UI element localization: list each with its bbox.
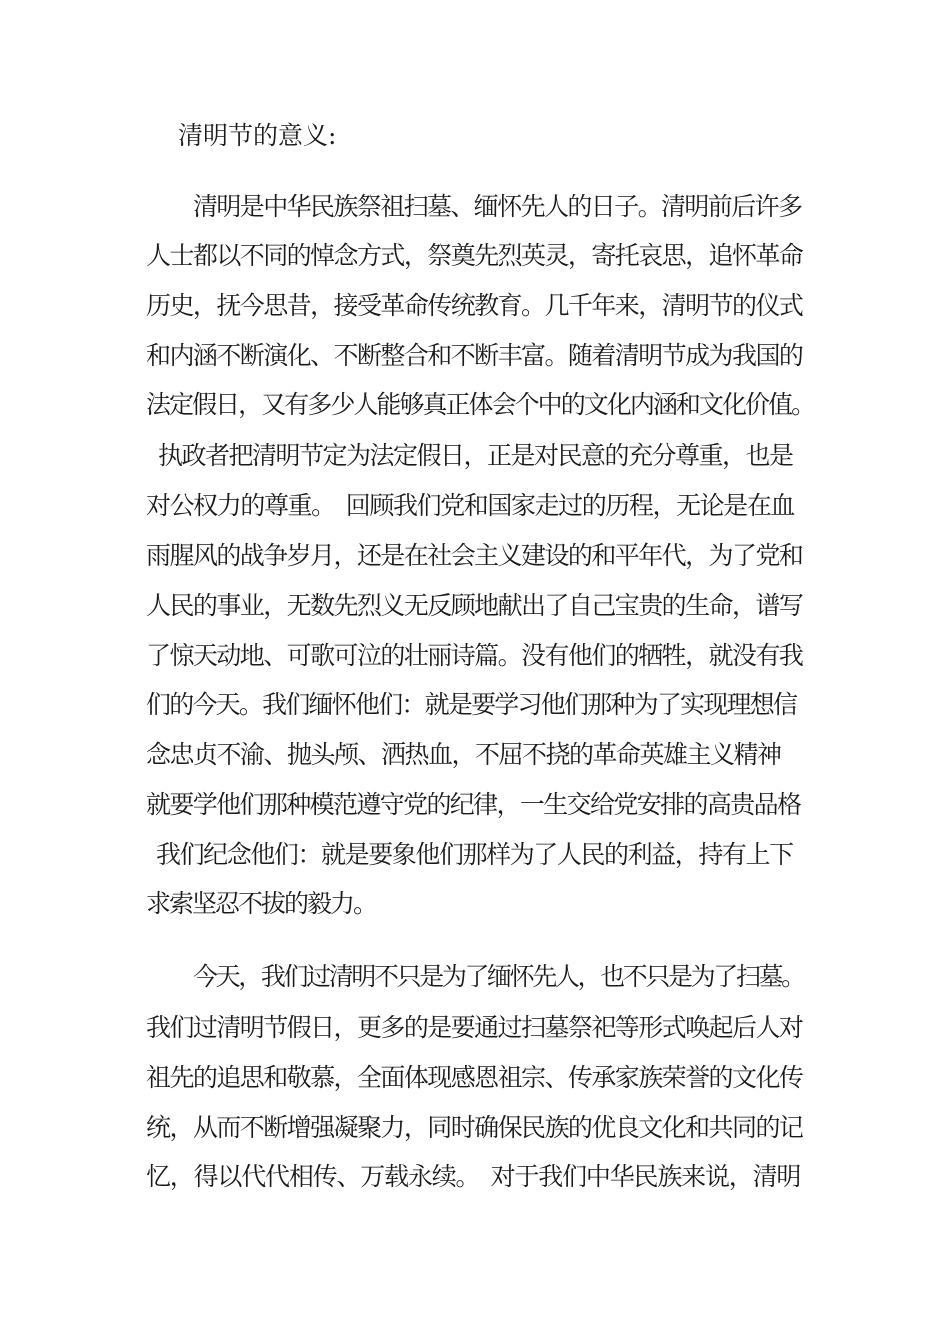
document-heading: 清明节的意义: [178, 121, 337, 150]
paragraph-line: 执政者把清明节定为法定假日，正是对民意的充分尊重，也是 [158, 441, 793, 470]
paragraph-line: 祖先的追思和敬慕，全面体现感恩祖宗、传承家族荣誉的文化传 [146, 1063, 803, 1092]
paragraph-line: 人民的事业，无数先烈义无反顾地献出了自己宝贵的生命，谱写 [146, 591, 803, 620]
paragraph-line: 和内涵不断演化、不断整合和不断丰富。随着清明节成为我国的 [146, 341, 803, 370]
paragraph-line: 忆，得以代代相传、万载永续。 对于我们中华民族来说，清明 [146, 1162, 801, 1191]
paragraph-line: 法定假日，又有多少人能够真正体会个中的文化内涵和文化价值。 [146, 390, 815, 419]
paragraph-line: 对公权力的尊重。 回顾我们党和国家走过的历程，无论是在血 [146, 491, 795, 520]
paragraph-line: 我们过清明节假日，更多的是要通过扫墓祭祀等形式唤起后人对 [146, 1013, 803, 1042]
paragraph-line: 们的今天。我们缅怀他们：就是要学习他们那种为了实现理想信 [146, 690, 797, 719]
paragraph-line: 雨腥风的战争岁月，还是在社会主义建设的和平年代，为了党和 [146, 541, 803, 570]
paragraph-line: 就要学他们那种模范遵守党的纪律，一生交给党安排的高贵品格 [146, 790, 801, 819]
paragraph-line: 今天，我们过清明不只是为了缅怀先人，也不只是为了扫墓。 [193, 962, 804, 991]
paragraph-line: 我们纪念他们：就是要象他们那样为了人民的利益，持有上下 [156, 840, 793, 869]
paragraph-line: 了惊天动地、可歌可泣的壮丽诗篇。没有他们的牺牲，就没有我 [146, 641, 803, 670]
paragraph-line: 统，从而不断增强凝聚力，同时确保民族的优良文化和共同的记 [146, 1113, 803, 1142]
paragraph-line: 人士都以不同的悼念方式，祭奠先烈英灵，寄托哀思，追怀革命 [146, 241, 803, 270]
paragraph-line: 清明是中华民族祭祖扫墓、缅怀先人的日子。清明前后许多 [193, 192, 802, 221]
paragraph-line: 历史，抚今思昔，接受革命传统教育。几千年来，清明节的仪式 [146, 291, 803, 320]
paragraph-line: 求索坚忍不拔的毅力。 [146, 889, 377, 918]
paragraph-line: 念忠贞不渝、抛头颅、洒热血，不屈不挠的革命英雄主义精神 [146, 740, 781, 769]
